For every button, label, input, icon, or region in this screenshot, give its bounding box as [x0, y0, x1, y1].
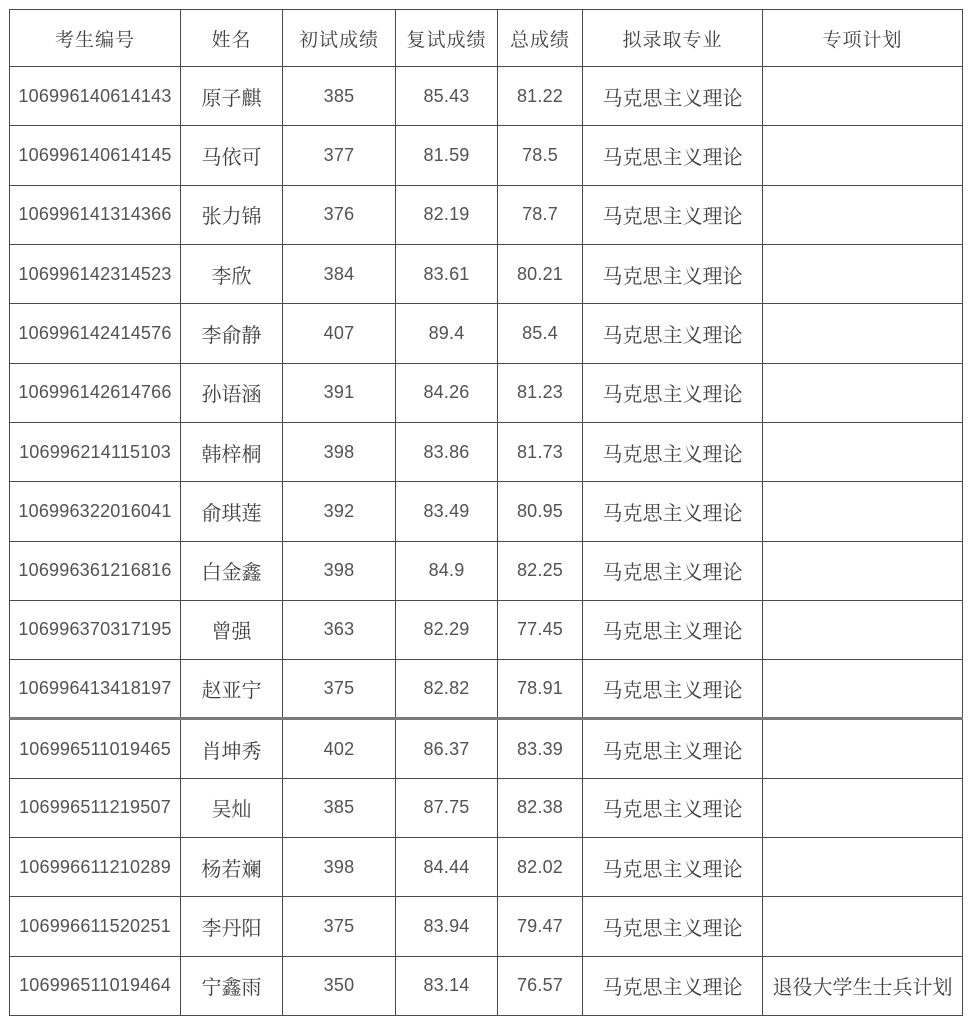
table-row [10, 126, 963, 185]
initial-score-cell: 384 [283, 244, 396, 303]
candidate-id-cell: 106996142614766 [10, 363, 181, 422]
total-score-cell: 77.45 [498, 600, 583, 659]
special-plan-cell [763, 304, 963, 363]
total-score-cell: 78.91 [498, 660, 583, 719]
total-score-cell: 78.7 [498, 185, 583, 244]
special-plan-cell [763, 422, 963, 481]
retest-score-cell: 84.44 [396, 838, 498, 897]
candidate-id-cell: 106996142414576 [10, 304, 181, 363]
name-cell: 白金鑫 [181, 541, 283, 600]
name-cell: 张力锦 [181, 185, 283, 244]
table-row [10, 304, 963, 363]
special-plan-cell [763, 67, 963, 126]
name-cell: 孙语涵 [181, 363, 283, 422]
table-row [10, 838, 963, 897]
candidate-id-cell: 106996611210289 [10, 838, 181, 897]
table-row [10, 897, 963, 956]
total-score-cell: 80.95 [498, 482, 583, 541]
retest-score-cell: 83.61 [396, 244, 498, 303]
header-retest-score: 复试成绩 [396, 10, 498, 67]
name-cell: 俞琪莲 [181, 482, 283, 541]
candidate-id-cell: 106996511019464 [10, 956, 181, 1015]
header-name: 姓名 [181, 10, 283, 67]
retest-score-cell: 81.59 [396, 126, 498, 185]
admitted-major-cell: 马克思主义理论 [583, 897, 763, 956]
initial-score-cell: 391 [283, 363, 396, 422]
table-row [10, 600, 963, 659]
retest-score-cell: 82.19 [396, 185, 498, 244]
header-total-score: 总成绩 [498, 10, 583, 67]
special-plan-cell [763, 897, 963, 956]
admission-table [9, 9, 963, 1016]
table-row [10, 363, 963, 422]
initial-score-cell: 363 [283, 600, 396, 659]
special-plan-cell [763, 244, 963, 303]
name-cell: 马依可 [181, 126, 283, 185]
special-plan-cell [763, 719, 963, 778]
header-admitted-major: 拟录取专业 [583, 10, 763, 67]
header-row [10, 10, 963, 67]
retest-score-cell: 85.43 [396, 67, 498, 126]
name-cell: 原子麒 [181, 67, 283, 126]
admitted-major-cell: 马克思主义理论 [583, 185, 763, 244]
retest-score-cell: 83.94 [396, 897, 498, 956]
candidate-id-cell: 106996413418197 [10, 660, 181, 719]
initial-score-cell: 377 [283, 126, 396, 185]
retest-score-cell: 84.26 [396, 363, 498, 422]
total-score-cell: 82.38 [498, 778, 583, 837]
retest-score-cell: 83.86 [396, 422, 498, 481]
retest-score-cell: 82.82 [396, 660, 498, 719]
initial-score-cell: 375 [283, 897, 396, 956]
total-score-cell: 82.02 [498, 838, 583, 897]
total-score-cell: 80.21 [498, 244, 583, 303]
name-cell: 赵亚宁 [181, 660, 283, 719]
admitted-major-cell: 马克思主义理论 [583, 719, 763, 778]
retest-score-cell: 84.9 [396, 541, 498, 600]
initial-score-cell: 385 [283, 67, 396, 126]
candidate-id-cell: 106996214115103 [10, 422, 181, 481]
candidate-id-cell: 106996611520251 [10, 897, 181, 956]
total-score-cell: 82.25 [498, 541, 583, 600]
header-special-plan: 专项计划 [763, 10, 963, 67]
initial-score-cell: 350 [283, 956, 396, 1015]
admitted-major-cell: 马克思主义理论 [583, 67, 763, 126]
total-score-cell: 85.4 [498, 304, 583, 363]
admitted-major-cell: 马克思主义理论 [583, 956, 763, 1015]
table-row [10, 660, 963, 719]
admitted-major-cell: 马克思主义理论 [583, 838, 763, 897]
total-score-cell: 76.57 [498, 956, 583, 1015]
name-cell: 李丹阳 [181, 897, 283, 956]
table-row [10, 244, 963, 303]
initial-score-cell: 376 [283, 185, 396, 244]
admitted-major-cell: 马克思主义理论 [583, 541, 763, 600]
total-score-cell: 79.47 [498, 897, 583, 956]
retest-score-cell: 87.75 [396, 778, 498, 837]
admitted-major-cell: 马克思主义理论 [583, 244, 763, 303]
total-score-cell: 81.73 [498, 422, 583, 481]
admitted-major-cell: 马克思主义理论 [583, 600, 763, 659]
total-score-cell: 81.23 [498, 363, 583, 422]
initial-score-cell: 385 [283, 778, 396, 837]
table-row [10, 482, 963, 541]
initial-score-cell: 402 [283, 719, 396, 778]
retest-score-cell: 86.37 [396, 719, 498, 778]
total-score-cell: 81.22 [498, 67, 583, 126]
header-candidate-id: 考生编号 [10, 10, 181, 67]
candidate-id-cell: 106996140614145 [10, 126, 181, 185]
candidate-id-cell: 106996370317195 [10, 600, 181, 659]
name-cell: 李欣 [181, 244, 283, 303]
special-plan-cell [763, 185, 963, 244]
admitted-major-cell: 马克思主义理论 [583, 363, 763, 422]
name-cell: 李俞静 [181, 304, 283, 363]
table-row [10, 185, 963, 244]
special-plan-cell [763, 363, 963, 422]
special-plan-cell: 退役大学生士兵计划 [763, 956, 963, 1015]
header-initial-score: 初试成绩 [283, 10, 396, 67]
special-plan-cell [763, 660, 963, 719]
special-plan-cell [763, 838, 963, 897]
retest-score-cell: 83.49 [396, 482, 498, 541]
retest-score-cell: 82.29 [396, 600, 498, 659]
initial-score-cell: 398 [283, 541, 396, 600]
admitted-major-cell: 马克思主义理论 [583, 660, 763, 719]
retest-score-cell: 83.14 [396, 956, 498, 1015]
initial-score-cell: 398 [283, 838, 396, 897]
candidate-id-cell: 106996511219507 [10, 778, 181, 837]
initial-score-cell: 392 [283, 482, 396, 541]
table-row [10, 67, 963, 126]
admitted-major-cell: 马克思主义理论 [583, 304, 763, 363]
candidate-id-cell: 106996142314523 [10, 244, 181, 303]
name-cell: 吴灿 [181, 778, 283, 837]
candidate-id-cell: 106996361216816 [10, 541, 181, 600]
initial-score-cell: 398 [283, 422, 396, 481]
name-cell: 肖坤秀 [181, 719, 283, 778]
retest-score-cell: 89.4 [396, 304, 498, 363]
candidate-id-cell: 106996141314366 [10, 185, 181, 244]
special-plan-cell [763, 126, 963, 185]
name-cell: 曾强 [181, 600, 283, 659]
admitted-major-cell: 马克思主义理论 [583, 126, 763, 185]
admitted-major-cell: 马克思主义理论 [583, 778, 763, 837]
special-plan-cell [763, 600, 963, 659]
candidate-id-cell: 106996322016041 [10, 482, 181, 541]
special-plan-cell [763, 778, 963, 837]
initial-score-cell: 407 [283, 304, 396, 363]
total-score-cell: 78.5 [498, 126, 583, 185]
admitted-major-cell: 马克思主义理论 [583, 422, 763, 481]
initial-score-cell: 375 [283, 660, 396, 719]
table-row [10, 956, 963, 1015]
name-cell: 韩梓桐 [181, 422, 283, 481]
table-row [10, 541, 963, 600]
table-row [10, 778, 963, 837]
admitted-major-cell: 马克思主义理论 [583, 482, 763, 541]
candidate-id-cell: 106996140614143 [10, 67, 181, 126]
special-plan-cell [763, 482, 963, 541]
table-row [10, 719, 963, 778]
candidate-id-cell: 106996511019465 [10, 719, 181, 778]
special-plan-cell [763, 541, 963, 600]
total-score-cell: 83.39 [498, 719, 583, 778]
name-cell: 宁鑫雨 [181, 956, 283, 1015]
table-row [10, 422, 963, 481]
name-cell: 杨若斓 [181, 838, 283, 897]
